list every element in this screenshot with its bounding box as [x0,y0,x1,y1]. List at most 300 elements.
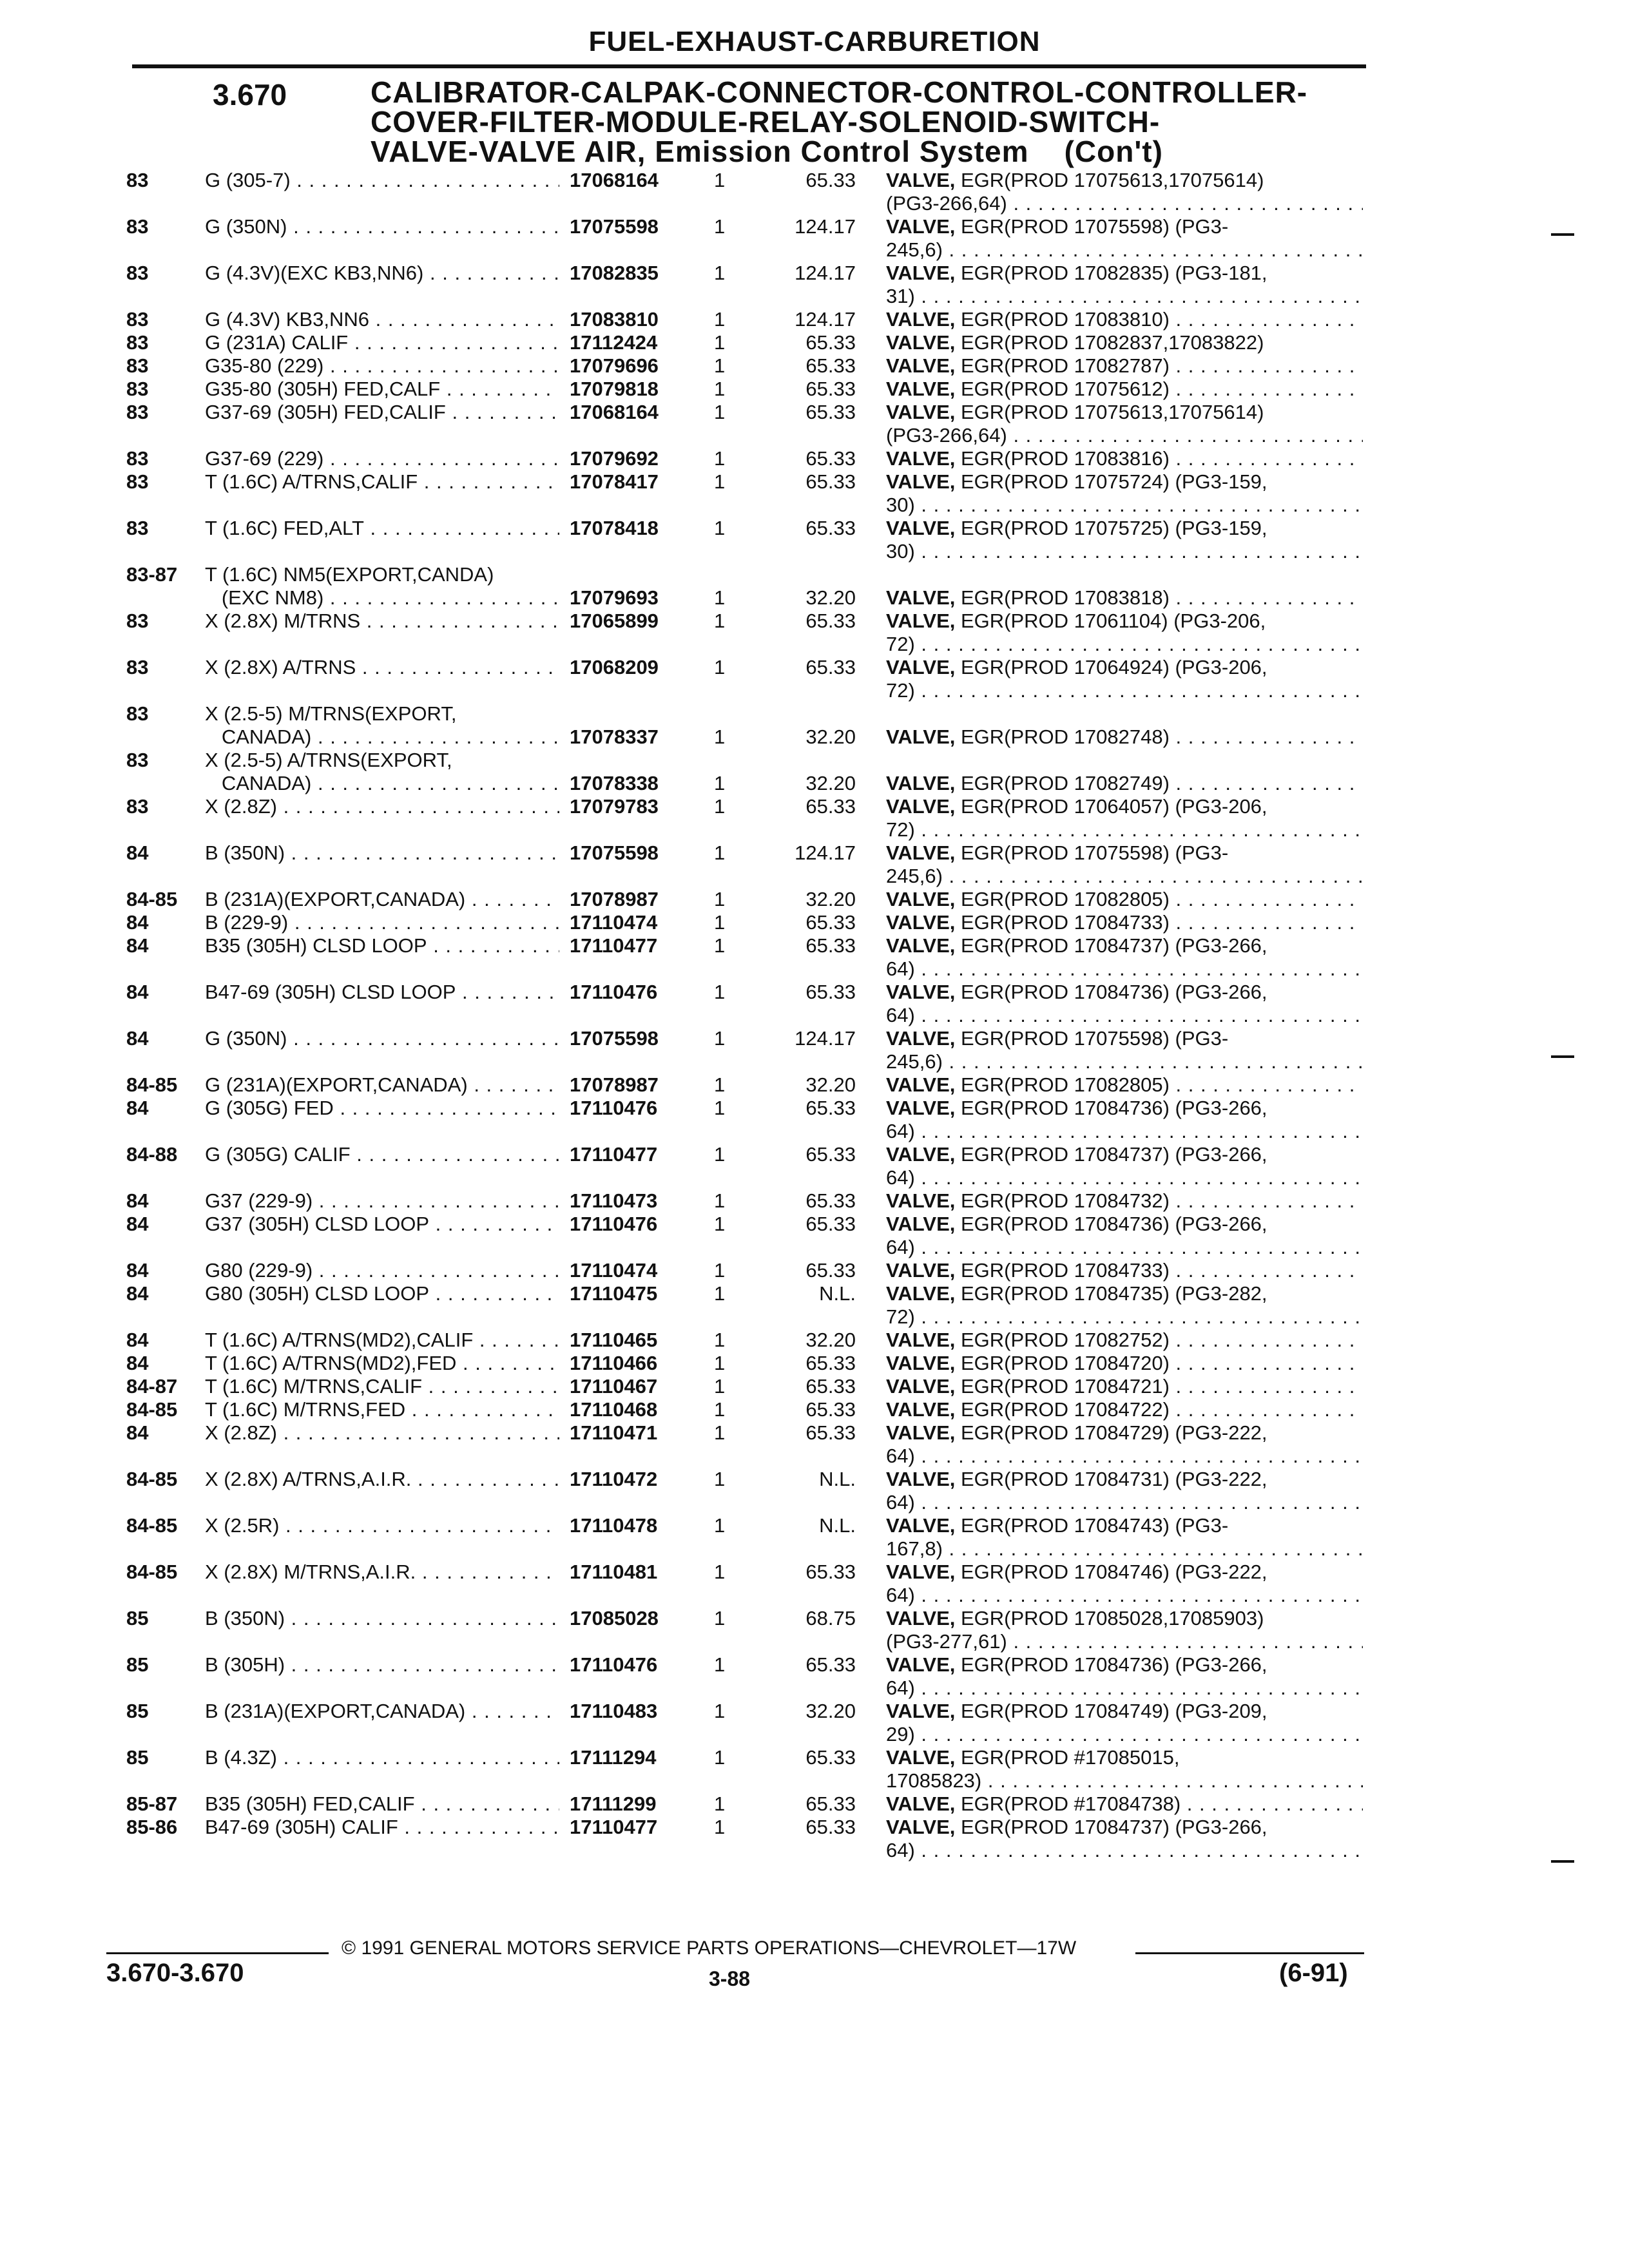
part-number: 17078337 [566,726,659,749]
table-row [0,1792,1629,1816]
part-number: 17112424 [566,331,657,354]
item-description [886,610,1363,633]
price: 65.33 [805,1259,856,1282]
item-description [886,888,1363,911]
item-detail: EGR(PROD 17075598) (PG3- [955,215,1229,238]
item-description [886,633,1363,656]
table-row [0,749,1629,772]
item-description [886,308,1363,331]
item-description [886,1282,1363,1305]
table-row [0,888,1629,911]
item-name: VALVE, [886,1816,956,1838]
model-year: 84 [126,1329,149,1351]
table-row [0,401,1629,424]
item-description [886,470,1363,494]
item-description [886,378,1363,401]
table-row [0,1166,1629,1189]
model-description: X (2.8Z) . . . [205,1421,559,1445]
price: 124.17 [795,215,856,238]
table-row [0,1120,1629,1143]
table-row [0,238,1629,262]
item-detail: 72) [886,633,915,655]
table-row [0,1723,1629,1746]
quantity: 1 [714,586,726,609]
quantity: 1 [714,1352,726,1374]
item-detail: EGR(PROD 17075725) (PG3-159, [955,517,1268,539]
quantity: 1 [714,331,726,354]
item-detail: EGR(PROD 17064924) (PG3-206, [955,656,1268,678]
item-detail: EGR(PROD 17084721) [955,1375,1170,1398]
model-year: 85 [126,1746,149,1769]
quantity: 1 [714,1700,726,1722]
item-name: VALVE, [886,169,956,191]
item-detail: EGR(PROD 17075613,17075614) [955,401,1264,423]
item-detail: EGR(PROD 17082787) [955,354,1170,377]
item-name: VALVE, [886,470,956,493]
quantity: 1 [714,841,726,864]
model-description: T (1.6C) A/TRNS(MD2),FED . . . [205,1352,559,1375]
part-number: 17110481 [566,1561,657,1584]
model-year: 84-85 [126,1561,178,1583]
price: 124.17 [795,308,856,331]
model-description: G37 (305H) CLSD LOOP . . . [205,1213,559,1236]
item-description [886,911,1363,934]
item-description [886,1630,1363,1653]
table-row [0,1073,1629,1097]
part-number: 17075598 [566,215,659,238]
part-number: 17110477 [566,1143,657,1166]
quantity: 1 [714,911,726,934]
model-description: G (305-7) . . . [205,169,559,192]
table-row [0,702,1629,726]
item-description [886,1723,1363,1746]
item-description [886,1189,1363,1213]
quantity: 1 [714,1282,726,1305]
table-row [0,1816,1629,1839]
item-detail: 64) [886,1677,915,1699]
item-name: VALVE, [886,1561,956,1583]
table-row [0,1561,1629,1584]
quantity: 1 [714,1653,726,1676]
table-row [0,957,1629,981]
quantity: 1 [714,981,726,1003]
item-detail: EGR(PROD 17084720) [955,1352,1170,1374]
part-number: 17110477 [566,934,657,957]
table-row [0,1653,1629,1677]
item-name: VALVE, [886,1468,956,1490]
model-year: 83 [126,517,149,539]
item-detail: 72) [886,818,915,841]
model-description: T (1.6C) A/TRNS,CALIF . . . [205,470,559,494]
part-number: 17075598 [566,1027,659,1050]
table-row [0,1700,1629,1723]
quantity: 1 [714,169,726,191]
item-name: VALVE, [886,911,956,934]
item-detail: 64) [886,1236,915,1258]
table-row [0,586,1629,610]
table-row [0,934,1629,957]
part-number: 17110476 [566,1097,657,1120]
model-year: 83 [126,610,149,632]
item-detail: 64) [886,1584,915,1606]
item-description [886,215,1363,238]
item-description [886,1607,1363,1630]
table-row [0,1352,1629,1375]
table-row [0,772,1629,795]
item-detail: EGR(PROD 17084736) (PG3-266, [955,1213,1268,1235]
quantity: 1 [714,1073,726,1096]
model-description: X (2.8X) M/TRNS,A.I.R. . . . [205,1561,559,1584]
table-row [0,633,1629,656]
table-row [0,1259,1629,1282]
item-name: VALVE, [886,795,956,818]
part-number: 17110483 [566,1700,657,1723]
item-detail: 30) [886,494,915,516]
quantity: 1 [714,1514,726,1537]
item-description [886,1120,1363,1143]
item-description [886,1236,1363,1259]
table-row [0,1584,1629,1607]
item-description [886,1537,1363,1561]
table-row [0,169,1629,192]
item-detail: 245,6) [886,1050,943,1073]
quantity: 1 [714,378,726,400]
model-year: 84 [126,1421,149,1444]
item-description [886,1143,1363,1166]
quantity: 1 [714,1561,726,1583]
item-description [886,238,1363,262]
model-year: 83 [126,378,149,400]
price: 65.33 [805,169,856,191]
part-number: 17110472 [566,1468,657,1491]
quantity: 1 [714,215,726,238]
model-year: 84-85 [126,1514,178,1537]
item-name: VALVE, [886,1607,956,1629]
item-description [886,1792,1363,1816]
model-year: 83 [126,401,149,423]
quantity: 1 [714,1398,726,1421]
model-description: G (305G) FED . . . [205,1097,559,1120]
part-number: 17110477 [566,1816,657,1839]
heading-rule [132,64,1366,68]
table-row [0,1213,1629,1236]
item-description [886,540,1363,563]
model-year: 84-85 [126,1073,178,1096]
model-year: 84 [126,1027,149,1050]
item-name: VALVE, [886,1329,956,1351]
table-row [0,1097,1629,1120]
price: 65.33 [805,447,856,470]
item-description [886,1839,1363,1862]
item-description [886,1050,1363,1073]
price: 65.33 [805,401,856,423]
table-row [0,447,1629,470]
table-row [0,262,1629,285]
item-detail: 31) [886,285,915,307]
item-detail: EGR(PROD 17082837,17083822) [955,331,1264,354]
quantity: 1 [714,401,726,423]
table-row [0,1677,1629,1700]
item-detail: EGR(PROD 17084746) (PG3-222, [955,1561,1268,1583]
item-detail: EGR(PROD 17082805) [955,888,1170,910]
section-title-line3c: (Con't) [1064,135,1163,168]
model-description: X (2.5-5) A/TRNS(EXPORT, [205,749,452,771]
item-detail: 64) [886,957,915,980]
model-description: X (2.8X) A/TRNS,A.I.R. . . . [205,1468,559,1491]
part-number: 17078418 [566,517,659,540]
item-description [886,726,1363,749]
model-description: G (4.3V)(EXC KB3,NN6) . . . [205,262,559,285]
item-detail: 30) [886,540,915,562]
quantity: 1 [714,934,726,957]
part-number: 17110473 [566,1189,657,1213]
part-number: 17111299 [566,1792,657,1816]
item-name: VALVE, [886,1073,956,1096]
item-detail: EGR(PROD 17083818) [955,586,1170,609]
section-title-line2: COVER-FILTER-MODULE-RELAY-SOLENOID-SWITCH- [371,105,1161,139]
quantity: 1 [714,1375,726,1398]
table-row [0,911,1629,934]
table-row [0,1445,1629,1468]
item-description [886,1468,1363,1491]
item-detail: EGR(PROD 17084729) (PG3-222, [955,1421,1268,1444]
item-detail: 64) [886,1004,915,1026]
item-detail: 64) [886,1445,915,1467]
price: 65.33 [805,1561,856,1583]
item-description [886,1097,1363,1120]
item-description [886,1375,1363,1398]
footer-rule-right [1135,1952,1364,1954]
item-name: VALVE, [886,934,956,957]
price: 65.33 [805,1421,856,1444]
table-row [0,818,1629,841]
item-description [886,679,1363,702]
model-description: T (1.6C) A/TRNS(MD2),CALIF . . . [205,1329,559,1352]
item-name: VALVE, [886,726,956,748]
model-year: 83 [126,749,149,771]
item-detail: EGR(PROD #17085015, [955,1746,1180,1769]
item-detail: EGR(PROD 17082748) [955,726,1170,748]
table-row [0,1839,1629,1862]
item-detail: 245,6) [886,238,943,261]
item-description [886,1259,1363,1282]
part-number: 17079818 [566,378,659,401]
part-number: 17068164 [566,169,659,192]
item-description [886,1213,1363,1236]
footer-date: (6-91) [1279,1959,1348,1987]
price: 65.33 [805,378,856,400]
table-row [0,841,1629,865]
section-title-line3b: Emission Control System [646,135,1029,168]
item-description [886,1816,1363,1839]
price: 65.33 [805,470,856,493]
item-description [886,169,1363,192]
price: 124.17 [795,841,856,864]
table-row [0,865,1629,888]
item-description [886,1653,1363,1677]
item-detail: (PG3-277,61) [886,1630,1007,1653]
model-year: 84 [126,1352,149,1374]
model-year: 85 [126,1607,149,1629]
part-number: 17085028 [566,1607,659,1630]
model-year: 84-87 [126,1375,178,1398]
part-number: 17110476 [566,981,657,1004]
item-detail: 167,8) [886,1537,943,1560]
quantity: 1 [714,1468,726,1490]
item-detail: (PG3-266,64) [886,424,1007,447]
price: 65.33 [805,981,856,1003]
model-year: 83-87 [126,563,178,586]
item-description [886,285,1363,308]
item-name: VALVE, [886,1213,956,1235]
model-description: G80 (229-9) . . . [205,1259,559,1282]
quantity: 1 [714,354,726,377]
margin-mark [1551,1055,1574,1058]
item-detail: 64) [886,1166,915,1189]
table-row [0,795,1629,818]
item-description [886,865,1363,888]
item-description [886,1491,1363,1514]
item-description [886,1514,1363,1537]
item-description [886,957,1363,981]
price: 65.33 [805,656,856,678]
price: 32.20 [805,726,856,748]
model-description: B47-69 (305H) CLSD LOOP . . . [205,981,559,1004]
price: 124.17 [795,1027,856,1050]
part-number: 17111294 [566,1746,657,1769]
item-description [886,262,1363,285]
item-description [886,1027,1363,1050]
quantity: 1 [714,1143,726,1166]
model-year: 84-85 [126,888,178,910]
part-number: 17110468 [566,1398,657,1421]
footer-section-range: 3.670-3.670 [106,1959,244,1987]
table-row [0,1143,1629,1166]
item-detail: 64) [886,1839,915,1861]
price: 65.33 [805,1213,856,1235]
price: 65.33 [805,610,856,632]
item-description [886,656,1363,679]
item-name: VALVE, [886,262,956,284]
section-number: 3.670 [213,78,287,111]
model-description: B (350N) . . . [205,841,559,865]
item-description [886,517,1363,540]
price: 124.17 [795,262,856,284]
item-name: VALVE, [886,1375,956,1398]
model-year: 84 [126,1259,149,1282]
quantity: 1 [714,1792,726,1815]
part-number: 17068164 [566,401,659,424]
item-detail: EGR(PROD 17084736) (PG3-266, [955,1653,1268,1676]
item-detail: EGR(PROD 17084732) [955,1189,1170,1212]
model-description: T (1.6C) M/TRNS,FED . . . [205,1398,559,1421]
item-detail: 29) [886,1723,915,1745]
price: 68.75 [805,1607,856,1629]
model-year: 84-85 [126,1468,178,1490]
item-description [886,1166,1363,1189]
model-description: B (229-9) . . . [205,911,559,934]
table-row [0,378,1629,401]
item-detail: EGR(PROD 17084722) [955,1398,1170,1421]
model-description: X (2.5-5) M/TRNS(EXPORT, [205,702,457,725]
footer-rule-left [106,1952,329,1954]
model-description: G35-80 (229) . . . [205,354,559,378]
model-year: 84-88 [126,1143,178,1166]
item-detail: EGR(PROD 17084733) [955,911,1170,934]
item-name: VALVE, [886,1653,956,1676]
parts-list [0,169,1629,1862]
model-year: 84 [126,1213,149,1235]
part-number: 17065899 [566,610,659,633]
part-number: 17110476 [566,1213,657,1236]
price: 65.33 [805,331,856,354]
model-description: G (231A)(EXPORT,CANADA) . . . [205,1073,559,1097]
item-description [886,1004,1363,1027]
price: 65.33 [805,1189,856,1212]
item-name: VALVE, [886,772,956,794]
model-year: 85-87 [126,1792,178,1815]
price: N.L. [819,1514,856,1537]
part-number: 17082835 [566,262,659,285]
model-description: B (305H) . . . [205,1653,559,1677]
table-row [0,1491,1629,1514]
item-description [886,1421,1363,1445]
item-description [886,586,1363,610]
item-detail: EGR(PROD 17075613,17075614) [955,169,1264,191]
table-row [0,424,1629,447]
price: 65.33 [805,1375,856,1398]
part-number: 17078987 [566,1073,659,1097]
table-row [0,679,1629,702]
item-description [886,424,1363,447]
table-row [0,1282,1629,1305]
price: 32.20 [805,586,856,609]
part-number: 17079696 [566,354,659,378]
quantity: 1 [714,888,726,910]
item-detail: EGR(PROD 17084736) (PG3-266, [955,1097,1268,1119]
model-year: 84 [126,841,149,864]
item-detail: 72) [886,1305,915,1328]
item-name: VALVE, [886,1027,956,1050]
model-description: (EXC NM8) . . . [205,586,559,610]
item-detail: EGR(PROD 17083810) [955,308,1170,331]
item-detail: EGR(PROD 17075612) [955,378,1170,400]
model-description: G37 (229-9) . . . [205,1189,559,1213]
model-year: 84-85 [126,1398,178,1421]
item-description [886,1305,1363,1329]
table-row [0,1236,1629,1259]
quantity: 1 [714,262,726,284]
model-year: 85-86 [126,1816,178,1838]
price: 32.20 [805,1073,856,1096]
item-name: VALVE, [886,1398,956,1421]
item-name: VALVE, [886,656,956,678]
item-name: VALVE, [886,1097,956,1119]
model-description: G (231A) CALIF . . . [205,331,559,354]
table-row [0,1468,1629,1491]
model-year: 83 [126,262,149,284]
model-year: 84 [126,1189,149,1212]
model-description: G37-69 (305H) FED,CALIF . . . [205,401,559,424]
part-number: 17110475 [566,1282,657,1305]
item-name: VALVE, [886,1352,956,1374]
model-year: 83 [126,447,149,470]
price: 65.33 [805,354,856,377]
model-year: 84 [126,1097,149,1119]
model-description: X (2.8X) A/TRNS . . . [205,656,559,679]
quantity: 1 [714,1329,726,1351]
model-year: 83 [126,331,149,354]
